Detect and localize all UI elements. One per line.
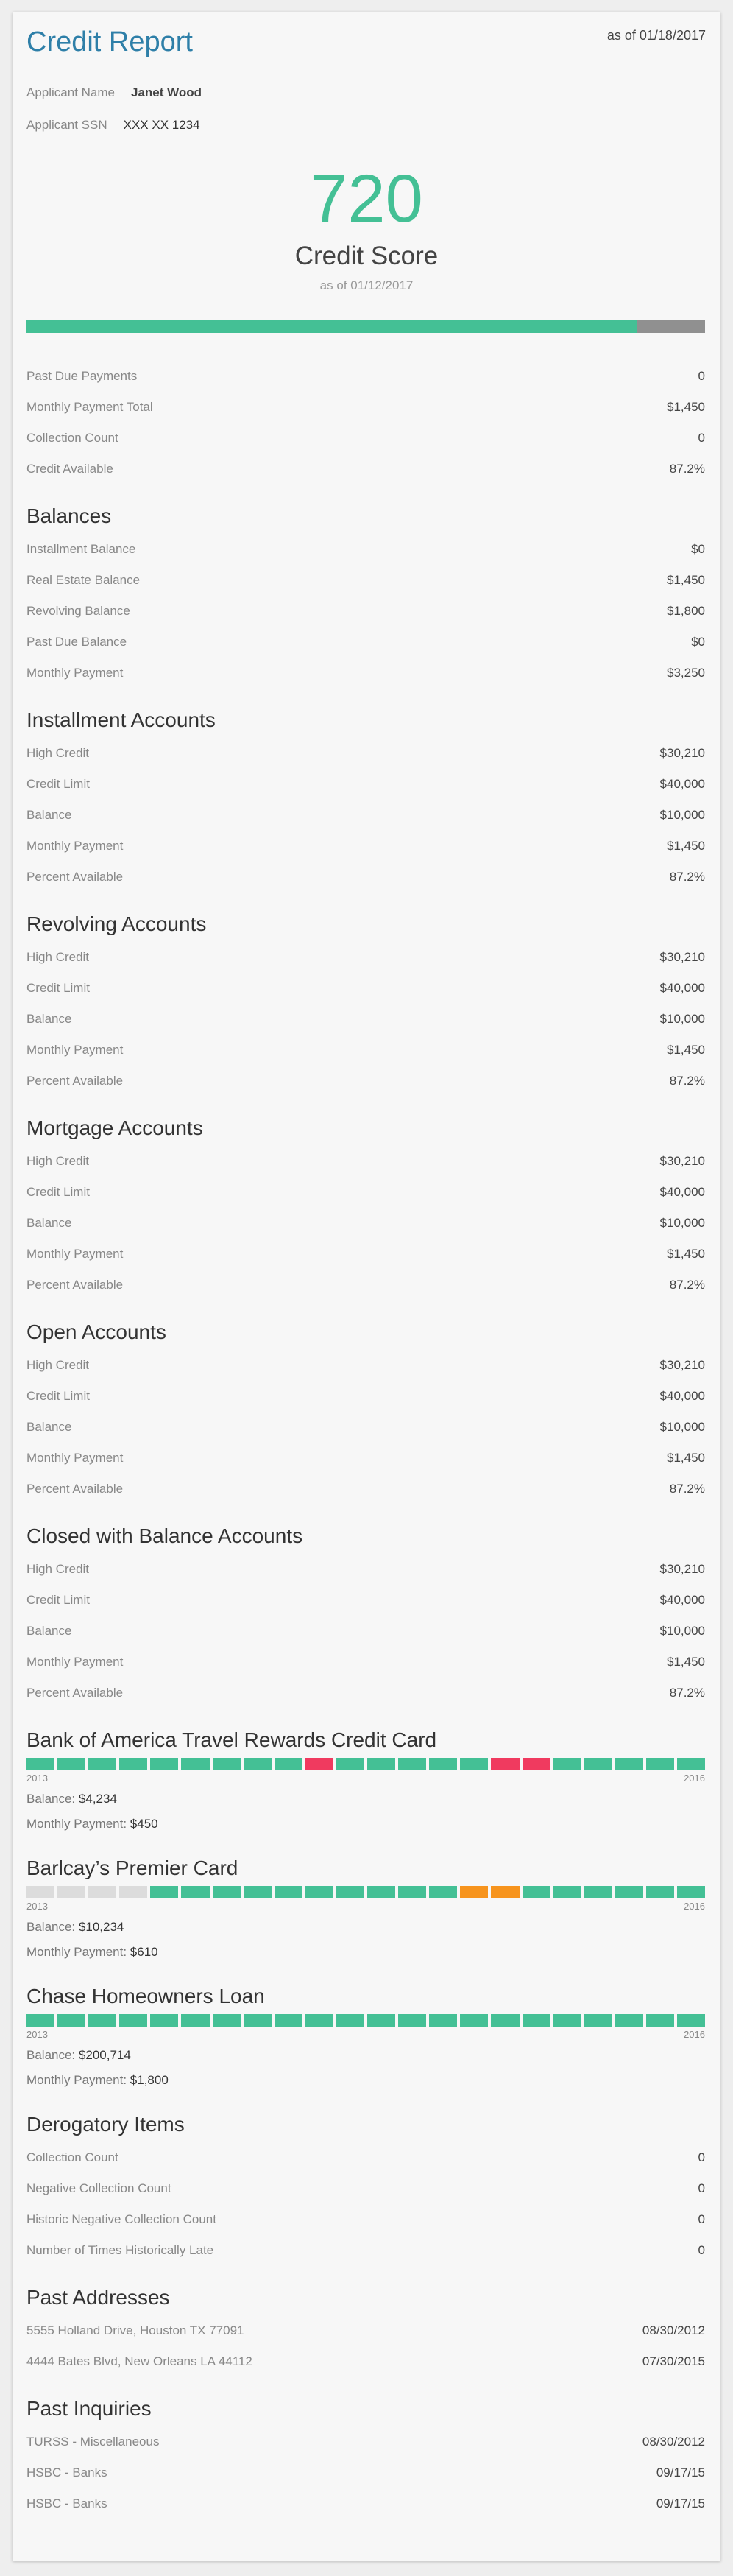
inquiry-row-value: 08/30/2012 [642,2435,705,2449]
balances-title: Balances [26,504,112,527]
payment-history-segment [398,2014,426,2027]
account-section-row-value: $30,210 [659,1562,705,1576]
account-monthly-payment-label: Monthly Payment: [26,2073,127,2087]
payment-history-years [26,1898,705,1915]
account-section-row-value: $30,210 [659,950,705,964]
summary-row-value: 0 [698,431,705,445]
account-section-row [26,1585,705,1616]
payment-history-segment [336,1758,364,1770]
payment-history-segment [26,1886,54,1898]
payment-history-segment [553,2014,581,2027]
summary-row [26,361,705,392]
inquiry-row-value: 09/17/15 [656,2466,705,2480]
start-year-label: 2013 [26,2029,48,2040]
account-section-row [26,1474,705,1505]
account-section-row-value: $30,210 [659,1154,705,1168]
account-section-row-value: 87.2% [669,870,705,884]
address-row-label: 5555 Holland Drive, Houston TX 77091 [26,2323,244,2337]
balance-row-label: Real Estate Balance [26,573,141,587]
account-section-title: Closed with Balance Accounts [26,1524,303,1547]
inquiry-row-label: HSBC - Banks [26,2496,107,2510]
payment-history-segment [523,1886,550,1898]
account-section-row-value: $40,000 [659,777,705,791]
inquiry-row [26,2427,705,2457]
credit-score-bar [26,320,705,333]
account-balance [26,2043,705,2068]
payment-history-segment [553,1758,581,1770]
account-section-row-label: Balance [26,1216,72,1230]
derogatory-row-value: 0 [698,2243,705,2257]
account-section-row-label: Credit Limit [26,981,90,995]
account-balance [26,1915,705,1940]
address-row-value: 07/30/2015 [642,2354,705,2368]
account-section-row-label: Balance [26,1012,72,1026]
account-section-row [26,831,705,862]
account-section-row-label: Percent Available [26,1278,124,1292]
account-section-row [26,1381,705,1412]
applicant-ssn: XXX XX 1234 [123,118,200,132]
payment-history-segment [553,1886,581,1898]
balance-row [26,534,705,565]
account-monthly-payment [26,2068,705,2093]
account-section-row-value: $10,000 [659,1216,705,1230]
account-section-row-label: High Credit [26,950,90,964]
inquiry-row [26,2488,705,2519]
account-section-row-value: 87.2% [669,1482,705,1496]
account-section-row-label: High Credit [26,1358,90,1372]
payment-history-segment [119,2014,147,2027]
account-section-row-label: Percent Available [26,1686,124,1700]
account-section-title: Installment Accounts [26,708,216,731]
payment-history-segment [491,1758,519,1770]
balance-row [26,627,705,658]
account-section-row-label: Credit Limit [26,777,90,791]
balance-row-value: $0 [691,542,705,556]
account-section-row-value: $40,000 [659,1593,705,1607]
account-balance-label: Balance: [26,1792,76,1806]
account-section-row [26,1208,705,1239]
payment-history-segment [646,1886,674,1898]
account-monthly-payment-value: $610 [130,1945,158,1959]
payment-history-segment [646,2014,674,2027]
account-section-row-label: Credit Limit [26,1593,90,1607]
payment-history-segment [523,2014,550,2027]
account-balance-value: $200,714 [78,2048,131,2062]
inquiry-row [26,2457,705,2488]
payment-history-segment [429,2014,457,2027]
payment-history-segment [336,2014,364,2027]
summary-row-label: Collection Count [26,431,118,445]
summary-row [26,423,705,454]
inquiry-row-value: 09/17/15 [656,2496,705,2510]
account-section-title: Mortgage Accounts [26,1116,203,1139]
page-title: Credit Report [26,27,193,57]
credit-score-label: Credit Score [294,242,439,270]
payment-history-years [26,1770,705,1787]
balance-row-value: $1,450 [667,573,705,587]
address-row-label: 4444 Bates Blvd, New Orleans LA 44112 [26,2354,252,2368]
payment-history-segment [88,1886,116,1898]
account-section-row-value: 87.2% [669,1686,705,1700]
payment-history-segment [275,1758,302,1770]
end-year-label: 2016 [684,1773,705,1784]
account-section-row-label: Balance [26,1420,72,1434]
balance-row-value: $1,800 [667,604,705,618]
payment-history-segment [491,1886,519,1898]
account-name: Chase Homeowners Loan [26,1985,265,2007]
payment-history-segment [646,1758,674,1770]
account-section-row [26,1066,705,1097]
derogatory-row-label: Historic Negative Collection Count [26,2212,216,2226]
account-section-row-value: $40,000 [659,1185,705,1199]
summary-row-value: 87.2% [669,462,705,476]
payment-history-segment [584,1886,612,1898]
credit-score-date: as of 01/12/2017 [319,278,414,292]
balance-row-label: Monthly Payment [26,666,124,680]
address-row-value: 08/30/2012 [642,2323,705,2337]
summary-row-label: Past Due Payments [26,369,138,383]
account-balance-label: Balance: [26,1920,76,1934]
credit-report-card [13,12,720,2561]
inquiries-title: Past Inquiries [26,2397,152,2420]
balance-row [26,565,705,596]
start-year-label: 2013 [26,1901,48,1912]
payment-history-segment [305,1886,333,1898]
account-balance-value: $4,234 [78,1792,117,1806]
report-sections [26,361,705,2519]
summary-row-value: $1,450 [667,400,705,414]
payment-history-segment [305,2014,333,2027]
balance-row-value: $0 [691,635,705,649]
derogatory-row [26,2235,705,2266]
account-section-row [26,1616,705,1647]
account-section-row [26,769,705,800]
payment-history-segment [677,1886,705,1898]
account-section-row-label: Credit Limit [26,1389,90,1403]
payment-history-segment [615,1758,643,1770]
payment-history-segment [429,1886,457,1898]
payment-history-segment [336,1886,364,1898]
account-section-row [26,1350,705,1381]
account-section-row-value: $1,450 [667,1043,705,1057]
payment-history-segment [523,1758,550,1770]
derogatory-row-value: 0 [698,2181,705,2195]
derogatory-title: Derogatory Items [26,2113,185,2136]
summary-row-value: 0 [698,369,705,383]
payment-history-segment [26,1758,54,1770]
applicant-ssn-row [26,118,200,133]
payment-history-segment [275,2014,302,2027]
derogatory-row-label: Number of Times Historically Late [26,2243,214,2257]
payment-history-segment [181,2014,209,2027]
account-section-row-value: $40,000 [659,1389,705,1403]
payment-history-segment [88,1758,116,1770]
account-section-title: Revolving Accounts [26,912,207,935]
account-section-row [26,1270,705,1301]
payment-history-segment [429,1758,457,1770]
account-section-row-value: 87.2% [669,1278,705,1292]
payment-history-segment [119,1886,147,1898]
account-section-row-label: Percent Available [26,1074,124,1088]
account-section-row-value: 87.2% [669,1074,705,1088]
payment-history-segment [213,2014,241,2027]
payment-history-segment [26,2014,54,2027]
derogatory-row-value: 0 [698,2212,705,2226]
account-section-row-value: $10,000 [659,1012,705,1026]
payment-history-segment [367,2014,395,2027]
account-monthly-payment-value: $450 [130,1817,158,1831]
applicant-ssn-label: Applicant SSN [26,118,107,132]
account-balance-label: Balance: [26,2048,76,2062]
inquiry-row-label: TURSS - Miscellaneous [26,2435,160,2449]
payment-history-segment [398,1758,426,1770]
payment-history-segment [367,1886,395,1898]
payment-history-segment [584,2014,612,2027]
payment-history-segment [491,2014,519,2027]
payment-history-segment [213,1886,241,1898]
payment-history-segment [244,1758,272,1770]
balance-row-label: Revolving Balance [26,604,130,618]
balance-row [26,596,705,627]
payment-history-segment [244,2014,272,2027]
account-section-row-value: $40,000 [659,981,705,995]
payment-history-segment [615,1886,643,1898]
payment-history-segment [275,1886,302,1898]
balance-row-value: $3,250 [667,666,705,680]
account-section-row-value: $10,000 [659,1624,705,1638]
address-row [26,2315,705,2346]
payment-history [26,1758,705,1787]
account-section-row-value: $30,210 [659,746,705,760]
account-section-row [26,738,705,769]
payment-history-segment [460,1758,488,1770]
account-section-row [26,1146,705,1177]
payment-history-segment [181,1886,209,1898]
payment-history-segment [119,1758,147,1770]
payment-history-segment [398,1886,426,1898]
end-year-label: 2016 [684,1901,705,1912]
account-section-row-value: $1,450 [667,839,705,853]
payment-history-segment [181,1758,209,1770]
account-section-row-label: Credit Limit [26,1185,90,1199]
credit-score-value: 720 [310,161,423,236]
payment-history-segment [367,1758,395,1770]
applicant-name: Janet Wood [131,85,202,99]
account-section-row [26,1004,705,1035]
account-section-row [26,1443,705,1474]
account-monthly-payment-label: Monthly Payment: [26,1945,127,1959]
account-section-row-value: $1,450 [667,1451,705,1465]
inquiry-row-label: HSBC - Banks [26,2466,107,2480]
account-section-row-label: Monthly Payment [26,1655,124,1669]
account-balance [26,1787,705,1812]
address-row [26,2346,705,2377]
account-name: Bank of America Travel Rewards Credit Card [26,1728,437,1751]
payment-history-segment [57,2014,85,2027]
account-section-row-value: $1,450 [667,1247,705,1261]
account-section-row [26,800,705,831]
payment-history-segment [57,1758,85,1770]
account-section-row-label: Balance [26,808,72,822]
report-date: as of 01/18/2017 [606,28,706,43]
summary-row-label: Monthly Payment Total [26,400,153,414]
payment-history-segment [615,2014,643,2027]
payment-history-segment [305,1758,333,1770]
balance-row [26,658,705,689]
account-section-row-value: $10,000 [659,808,705,822]
account-section-row [26,1554,705,1585]
derogatory-row [26,2142,705,2173]
payment-history [26,2014,705,2043]
derogatory-row-label: Collection Count [26,2150,118,2164]
account-section-row [26,942,705,973]
payment-history-segment [460,2014,488,2027]
payment-history-segment [244,1886,272,1898]
account-section-row [26,862,705,893]
summary-row [26,392,705,423]
account-name: Barlcay’s Premier Card [26,1857,238,1879]
account-section-row [26,973,705,1004]
payment-history-segment [88,2014,116,2027]
summary-row [26,454,705,485]
account-monthly-payment-value: $1,800 [130,2073,169,2087]
payment-history-segment [584,1758,612,1770]
account-section-row-label: Percent Available [26,870,124,884]
account-section-row-label: Monthly Payment [26,1247,124,1261]
balance-row-label: Past Due Balance [26,635,127,649]
payment-history-segment [213,1758,241,1770]
payment-history-segment [677,1758,705,1770]
account-section-row-label: Monthly Payment [26,839,124,853]
start-year-label: 2013 [26,1773,48,1784]
end-year-label: 2016 [684,2029,705,2040]
account-section-title: Open Accounts [26,1320,166,1343]
payment-history-segment [150,2014,178,2027]
payment-history [26,1886,705,1915]
account-section-row-value: $1,450 [667,1655,705,1669]
account-section-row [26,1177,705,1208]
account-section-row-label: Monthly Payment [26,1043,124,1057]
account-section-row-label: High Credit [26,746,90,760]
account-monthly-payment [26,1940,705,1965]
account-section-row [26,1678,705,1708]
summary-row-label: Credit Available [26,462,113,476]
payment-history-segment [57,1886,85,1898]
account-section-row-label: High Credit [26,1562,90,1576]
derogatory-row [26,2204,705,2235]
account-section-row [26,1647,705,1678]
payment-history-segment [150,1886,178,1898]
account-section-row [26,1412,705,1443]
derogatory-row [26,2173,705,2204]
derogatory-row-label: Negative Collection Count [26,2181,171,2195]
account-section-row [26,1239,705,1270]
account-section-row-value: $10,000 [659,1420,705,1434]
account-monthly-payment [26,1812,705,1837]
derogatory-row-value: 0 [698,2150,705,2164]
account-section-row-label: Balance [26,1624,72,1638]
payment-history-segment [677,2014,705,2027]
balance-row-label: Installment Balance [26,542,136,556]
account-balance-value: $10,234 [78,1920,124,1934]
account-section-row-value: $30,210 [659,1358,705,1372]
account-section-row-label: High Credit [26,1154,90,1168]
credit-score-bar-fill [26,320,637,333]
applicant-name-row [26,85,202,100]
account-monthly-payment-label: Monthly Payment: [26,1817,127,1831]
payment-history-years [26,2027,705,2043]
account-section-row [26,1035,705,1066]
account-section-row-label: Monthly Payment [26,1451,124,1465]
account-section-row-label: Percent Available [26,1482,124,1496]
payment-history-segment [150,1758,178,1770]
payment-history-segment [460,1886,488,1898]
addresses-title: Past Addresses [26,2286,170,2309]
applicant-name-label: Applicant Name [26,85,116,99]
